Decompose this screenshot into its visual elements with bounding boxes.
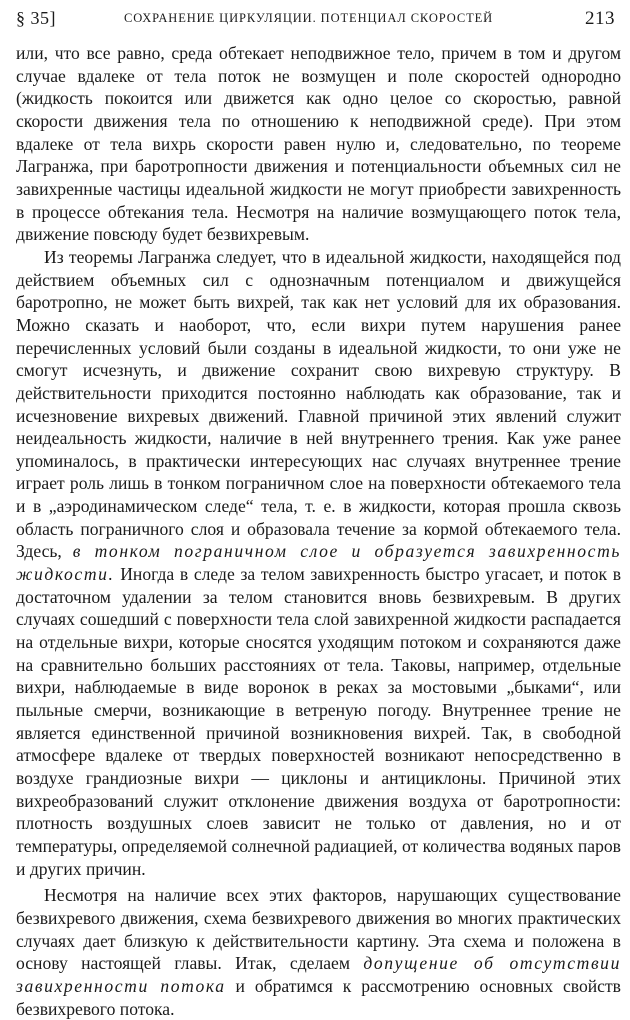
paragraph-2: [16, 246, 621, 880]
body-text: [16, 42, 621, 1020]
paragraph-1-text: или, что все равно, среда обтекает неподвижное тело, причем в том и другом случае вдалеке от тела поток не возмущен и поле скоростей однородно (жидкость покоится или движется как одно целое со скоростью, равной скорости движения тела по отношению к неподвижной среде). При этом вдалеке от тела вихрь скорости равен нулю и, следовательно, по теореме Лагранжа, при баротропности движения и потенциальности объемных сил не завихренные частицы идеальной жидкости не могут приобрести завихренность в процессе обтекания тела. Несмотря на наличие возмущающего поток тела, движение повсюду будет безвихревым.: [16, 43, 621, 245]
section-number: § 35]: [16, 8, 56, 28]
paragraph-3: [16, 884, 621, 1020]
running-header: [16, 6, 621, 34]
paragraph-2-text-before: Из теоремы Лагранжа следует, что в идеальной жидкости, находящейся под действием объемных сил с однозначным потенциалом и движущейся баротропно, не может быть вихрей, так как нет условий для их образования. Можно сказать и наоборот, что, если вихри путем нарушения ранее перечисленных условий были созданы в идеальной жидкости, то они уже не смогут исчезнуть, и движение сохранит свою вихревую структуру. В действительности приходится постоянно наблюдать как образование, так и исчезновение вихревых движений. Главной причиной этих явлений служит неидеальность жидкости, наличие в ней внутреннего трения. Как уже ранее упоминалось, в практически интересующих нас случаях внутреннее трение играет роль лишь в тонком пограничном слое на поверхности обтекаемого тела и в „аэродинамическом следе“ тела, т. е. в жидкости, которая прошла сквозь область пограничного слоя и образовала течение за кормой обтекаемого тела. Здесь,: [16, 246, 621, 562]
running-title: СОХРАНЕНИЕ ЦИРКУЛЯЦИИ. ПОТЕНЦИАЛ СКОРОСТЕЙ: [124, 11, 494, 25]
page-number: 213: [585, 8, 615, 29]
paragraph-2-emphasis: в тонком пограничном слое и образуется завихренность жидкости.: [16, 541, 621, 585]
paragraph-2-text-after: Иногда в следе за телом завихренность быстро угасает, и поток в достаточном удалении за телом становится вновь безвихревым. В других случаях сошедший с поверхности тела слой завихренной жидкости распадается на отдельные вихри, которые сносятся уходящим потоком и сохраняются даже на сравнительно больших расстояниях от тела. Таковы, например, отдельные вихри, наблюдаемые в виде воронок в реках за мостовыми „быками“, или пыльные смерчи, возникающие в ветреную погоду. Внутреннее трение не является единственной причиной возникновения вихрей. Так, в свободной атмосфере вдалеке от твердых поверхностей возникают непосредственно в воздухе грандиозные вихри — циклоны и антициклоны. Причиной этих вихреобразований служит отклонение движения воздуха от баротропности: плотность воздушных слоев зависит не только от давления, но и от температуры, определяемой солнечной радиацией, от количества водяных паров и других причин.: [16, 564, 621, 879]
book-page: [16, 6, 621, 1019]
paragraph-1: [16, 42, 621, 246]
paragraph-3-text-before: Несмотря на наличие всех этих факторов, нарушающих существование безвихревого движения, схема безвихревого движения во многих практических случаях дает близкую к действительности картину. Эта схема и положена в основу настоящей главы. Итак, сделаем: [16, 885, 621, 974]
paragraph-3-emphasis: допущение об отсутствии завихренности потока: [16, 953, 621, 996]
paragraph-3-text-after: и обратимся к рассмотрению основных свойств безвихревого потока.: [16, 975, 621, 1019]
